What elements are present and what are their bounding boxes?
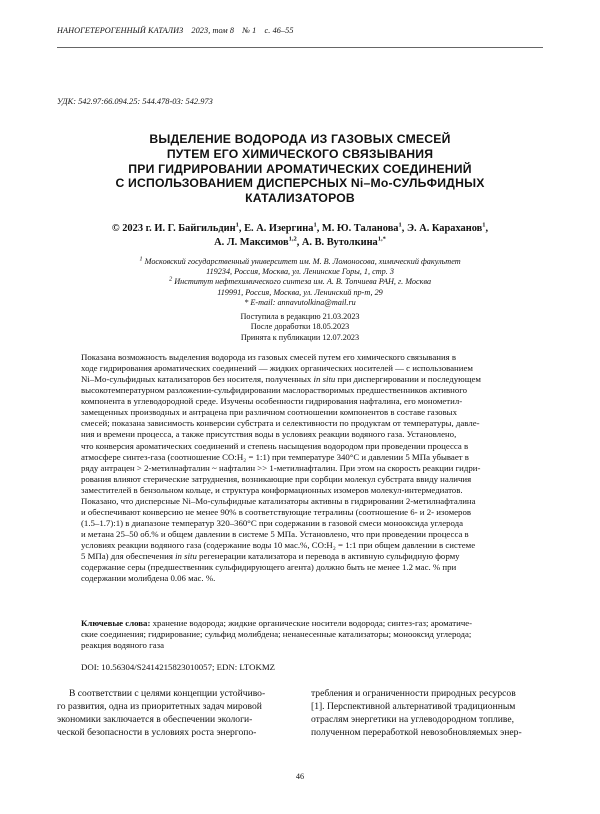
author-name: Э. А. Караханов [406,223,483,234]
title-line: С ИСПОЛЬЗОВАНИЕМ ДИСПЕРСНЫХ Ni–Mo-СУЛЬФИДНЫХ [115,176,485,191]
author-affiliation-mark: 1 [313,221,317,229]
title-line: ПУТЕМ ЕГО ХИМИЧЕСКОГО СВЯЗЫВАНИЯ [166,146,434,161]
journal-year-volume: 2023, том 8 [191,26,235,35]
date-accepted: Принята к публикации 12.07.2023 [240,332,360,342]
abstract-line: 5 МПа) для обеспечения in situ регенерации катализатора и перевода в активную сульфидную форму [81,551,460,562]
body-line: ческой безопасности в условиях роста энергопо- [57,726,257,738]
body-line: В соответствии с целями концепции устойчиво- [69,688,266,699]
affiliation-line: 119991, Россия, Москва, ул. Ленинский пр-т, 29 [217,287,383,297]
title-line: ВЫДЕЛЕНИЕ ВОДОРОДА ИЗ ГАЗОВЫХ СМЕСЕЙ [149,132,451,146]
author-name: Е. А. Изергина [244,223,314,234]
author-affiliation-mark: 1 [398,221,402,229]
abstract-line: ряду антрацен > 2-метилнафталин ~ нафталин >> 1-метилнафталин. При этом на скорость реакции гидри- [81,462,481,473]
submission-dates [57,312,543,343]
abstract-line: (1.5–1.7):1) в диапазоне температур 320–360°C при содержании в газовой смеси монооксида углерода [81,517,464,528]
title-line: ПРИ ГИДРИРОВАНИИ АРОМАТИЧЕСКИХ СОЕДИНЕНИЙ [128,161,472,176]
abstract [81,352,529,584]
affiliation-line: 119234, Россия, Москва, ул. Ленинские Горы, 1, стр. 3 [206,267,394,277]
abstract-line: высокотемпературном разложении-сульфидировании маслорастворимых предшественников активного [81,385,468,396]
abstract-line: Показано, что дисперсные Ni–Mo-сульфидные катализаторы активны в гидрировании 2-метилнафталина [81,495,476,506]
abstract-line: Показана возможность выделения водорода из газовых смесей путем его химического связывания в [81,352,457,362]
running-head [57,26,294,35]
abstract-line: ния и времени процесса, а также присутствия воды в условиях реакции водяного газа. Установлено, [81,429,457,440]
title-line: КАТАЛИЗАТОРОВ [245,191,355,206]
body-line: отраслям энергетики на углеводородном топливе, [311,713,515,725]
abstract-line: замещенных производных и антрацена при различном соотношении компонентов в составе газовых [81,407,457,418]
abstract-line: Ni–Mo-сульфидных катализаторов без носителя, полученных in situ при диспергировании и последующем [81,374,481,385]
abstract-line: и метана 25–50 об.% и общем давлении в системе 5 МПа. Установлено, что при проведении процесса в [81,529,469,539]
abstract-line: условиях реакции водяного газа (содержание воды 10 мас.%, CO:H₂ = 1:1 при общем давлении в системе [81,540,476,551]
journal-pages: с. 46–55 [264,26,294,35]
author-affiliation-mark: 1 [235,221,239,229]
page-number: 46 [295,772,305,781]
date-revised: После доработки 18.05.2023 [250,322,350,332]
journal-name: НАНОГЕТЕРОГЕННЫЙ КАТАЛИЗ [57,26,184,35]
author-name: М. Ю. Таланова [321,223,399,234]
header-rule [57,47,543,48]
body-column-right [311,688,543,740]
journal-issue: № 1 [242,26,257,35]
affiliation-mark: 1 [139,255,143,263]
body-column-left [57,688,289,740]
abstract-line: содержание серы (предшественник сульфидирующего агента) должно быть не менее 1.2 мас. % при [81,562,457,573]
corresponding-email: * E-mail: annavutolkina@mail.ru [244,297,356,307]
author-affiliation-mark: 1,2 [288,235,297,243]
affiliation-mark: 2 [168,275,173,283]
body-line: [1]. Перспективной альтернативой традиционным [311,700,516,712]
abstract-line: рования влияют стерические затруднения, возникающие при сорбции молекул субстрата ввиду наличия [81,473,472,484]
copyright-notice: © 2023 г. [111,223,152,234]
affiliations [57,257,543,308]
affiliation-line: Институт нефтехимического синтеза им. А. В. Топчиева РАН, г. Москва [174,277,432,287]
abstract-line: смесей; показана зависимость конверсии субстрата и селективности по продуктам от температуры, давле- [81,418,480,429]
author-name: И. Г. Байгильдин [154,223,236,234]
doi-edn: DOI: 10.56304/S2414215823010057; EDN: LTOKMZ [81,662,276,672]
keywords-text: реакция водяного газа [81,640,164,651]
author-name: А. Л. Максимов [214,237,289,248]
abstract-line: и обеспечивают конверсию не менее 90% в соответствующие тетралины (соотношение 6- и 2- изомеров [81,506,472,517]
abstract-line: заместителей в бензольном кольце, и структура конформационных изомеров молекул-интермедиатов. [81,484,463,495]
abstract-line: содержании молибдена 0.06 мас. %. [81,573,216,584]
date-received: Поступила в редакцию 21.03.2023 [240,312,360,321]
author-affiliation-mark: 1,* [377,235,386,243]
author-affiliation-mark: 1 [482,221,486,229]
keywords-label: Ключевые слова: [81,618,151,628]
body-line: го развития, одна из приоритетных задач мировой [57,700,262,712]
abstract-line: ходе гидрирования ароматических соединений — жидких органических носителей — с использованием [81,363,473,374]
keywords-text: хранение водорода; жидкие органические носители водорода; синтез-газ; ароматиче- [152,618,473,628]
abstract-line: компонента в углеводородной среде. Изучены особенности гидрирования нафталина, его монометил- [81,396,463,407]
body-line: требления и ограниченности природных ресурсов [311,688,516,699]
body-line: полученном переработкой невозобновляемых энер- [311,726,522,738]
keywords-text: ские соединения; гидрирование; сульфид молибдена; ненанесенные катализаторы; монооксид углерода; [81,629,472,640]
abstract-line: что конверсия ароматических соединений и степень насыщения водородом при проведении процесса в [81,440,469,451]
author-list: © 2023 г. И. Г. Байгильдин$^1$, Е. А. Изергина$^1$, М. Ю. Таланова$^1$, Э. А. Караханов$^1$, А. Л. Максимов$^{1,2}$, А. В. Вутолкина$^{1,*}$ [111,221,489,248]
keywords [81,618,529,651]
affiliation-line: Московский государственный университет им. М. В. Ломоносова, химический факультет [144,257,461,266]
udc-code: УДК: 542.97:66.094.25: 544.478-03: 542.973 [57,97,213,106]
article-title [57,132,543,206]
body-line: экономики заключается в обеспечении экологи- [57,713,253,725]
author-name: А. В. Вутолкина [301,237,378,248]
abstract-line: атмосфере синтез-газа (соотношение CO:H₂ = 1:1) при температуре 340°C и давлении 5 МПа убывает в [81,451,469,462]
